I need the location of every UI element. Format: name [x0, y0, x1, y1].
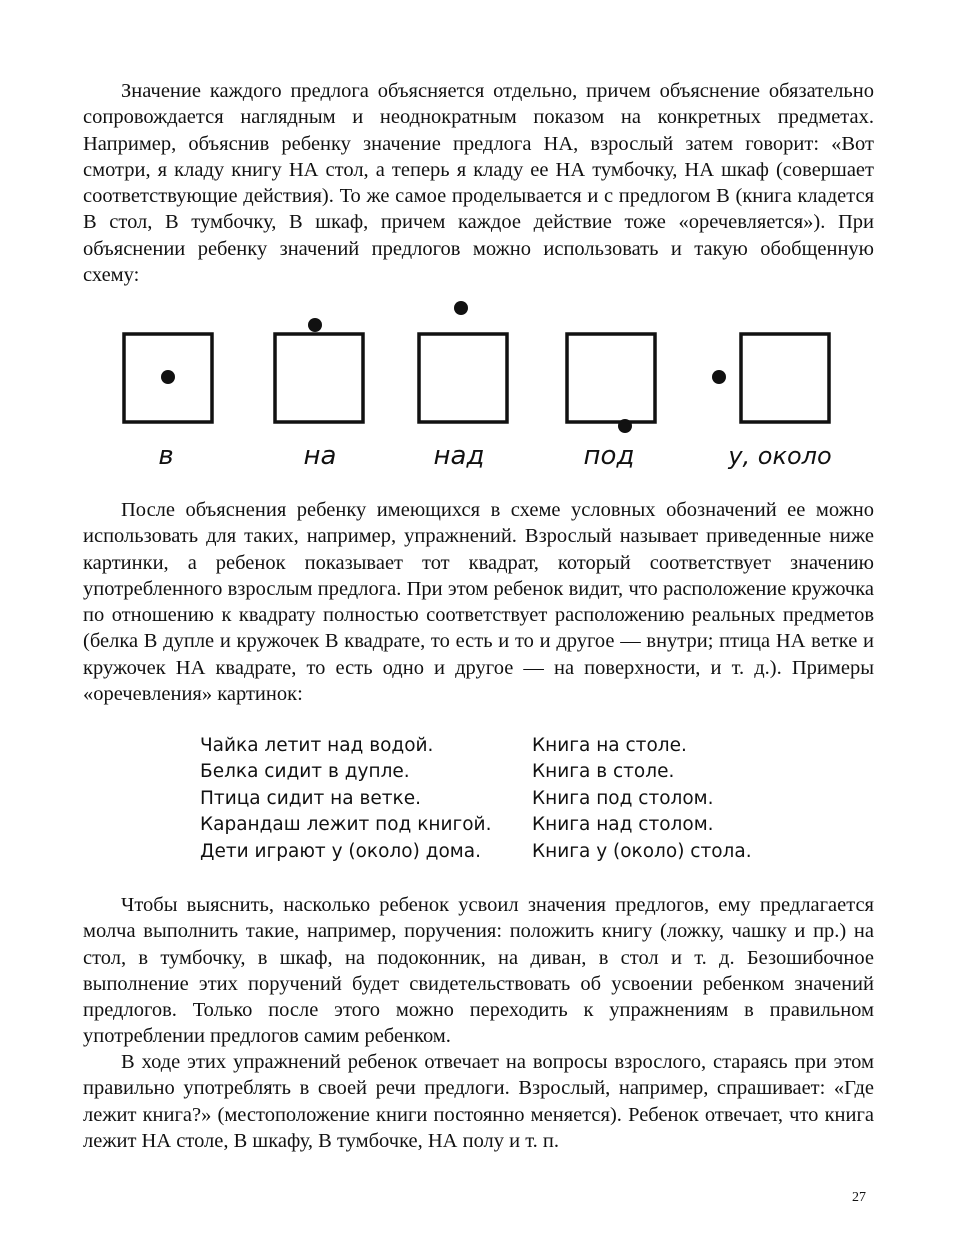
- paragraph-intro: Значение каждого предлога объясняется отдельно, причем объяснение обязательно сопровождается наглядным и неоднократным показом на конкретных предметах. Например, объяснив ребенку значение предлога НА, взрослый затем говорит: «Вот смотри, я кладу книгу НА стол, а теперь я кладу ее НА тумбочку, НА шкаф (совершает соответствующие действия). То же самое проделывается и с предлогом В (книга кладется В стол, В тумбочку, В шкаф, причем каждое действие тоже «оречевляется»). При объяснении ребенку значений предлогов можно использовать и такую обобщенную схему:: [83, 80, 874, 287]
- label-okolo: у, около: [728, 442, 832, 470]
- label-nad: над: [433, 441, 485, 471]
- example-line: Птица сидит на ветке.: [200, 787, 421, 809]
- schema-item-okolo: [712, 334, 832, 470]
- label-na: на: [303, 441, 337, 471]
- example-line: Книга на столе.: [532, 735, 687, 756]
- example-line: Книга над столом.: [532, 814, 714, 836]
- label-pod: под: [583, 441, 635, 471]
- preposition-schema: [110, 296, 850, 486]
- schema-item-pod: [567, 334, 655, 471]
- dot-beside: [712, 370, 726, 384]
- examples-left-column: [200, 733, 491, 865]
- dot-on-top: [308, 318, 322, 332]
- square-pod: [567, 334, 655, 422]
- square-nad: [419, 334, 507, 422]
- example-line: Книга под столом.: [532, 787, 714, 809]
- square-na: [275, 334, 363, 422]
- example-line: Карандаш лежит под книгой.: [200, 814, 492, 836]
- schema-item-v: [124, 334, 212, 471]
- example-line: Дети играют у (около) дома.: [200, 840, 481, 862]
- paragraph-practice: В ходе этих упражнений ребенок отвечает на вопросы взрослого, стараясь при этом правильно употреблять в своей речи предлоги. Взрослый, например, спрашивает: «Где лежит книга?» (местоположение книги постоянно меняется). Ребенок отвечает, что книга лежит НА столе, В шкафу, В тумбочке, НА полу и т. п.: [83, 1051, 874, 1152]
- dot-above: [454, 301, 468, 315]
- example-line: Книга у (около) стола.: [532, 840, 752, 862]
- schema-item-nad: [419, 301, 507, 471]
- example-line: Белка сидит в дупле.: [200, 761, 410, 783]
- schema-item-na: [275, 318, 363, 471]
- examples-right-column: [532, 733, 752, 865]
- paragraph-check: Чтобы выяснить, насколько ребенок усвоил значения предлогов, ему предлагается молча выполнить такие, например, поручения: положить книгу (ложку, чашку и пр.) на стол, в тумбочку, в шкаф, на подоконник, на диван, в стол и т. д. Безошибочное выполнение этих поручений будет свидетельствовать об усвоении ребенком значений предлогов. Только после этого можно переходить к упражнениям в правильном употреблении предлогов самим ребенком.: [83, 894, 874, 1048]
- example-line: Книга в столе.: [532, 761, 675, 783]
- example-line: Чайка летит над водой.: [200, 735, 434, 756]
- label-v: в: [158, 441, 174, 471]
- dot-inside: [161, 370, 175, 384]
- square-okolo: [741, 334, 829, 422]
- dot-below: [618, 419, 632, 433]
- paragraph-exercises: После объяснения ребенку имеющихся в схеме условных обозначений ее можно использовать для таких, например, упражнений. Взрослый называет приведенные ниже картинки, а ребенок показывает тот квадрат, который соответствует значению употребленного взрослым предлога. При этом ребенок видит, что расположение кружочка по отношению к квадрату полностью соответствует расположению реальных предметов (белка В дупле и кружочек В квадрате, то есть и то и другое — внутри; птица НА ветке и кружочек НА квадрате, то есть одно и другое — на поверхности, и т. д.). Примеры «оречевления» картинок:: [83, 499, 874, 706]
- page-number: 27: [852, 1190, 866, 1205]
